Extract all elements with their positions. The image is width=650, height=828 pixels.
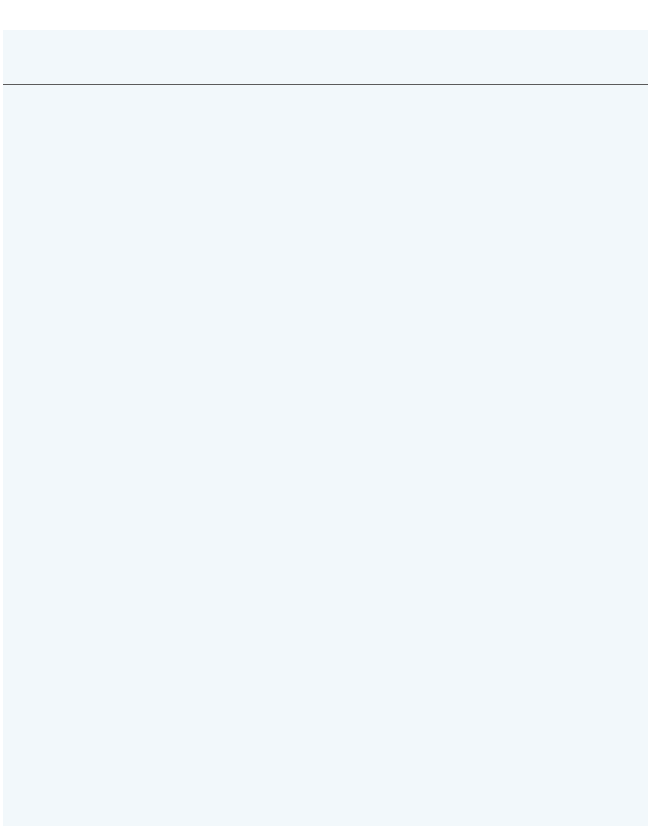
table-header — [3, 30, 648, 85]
spec-sheet — [3, 30, 648, 826]
